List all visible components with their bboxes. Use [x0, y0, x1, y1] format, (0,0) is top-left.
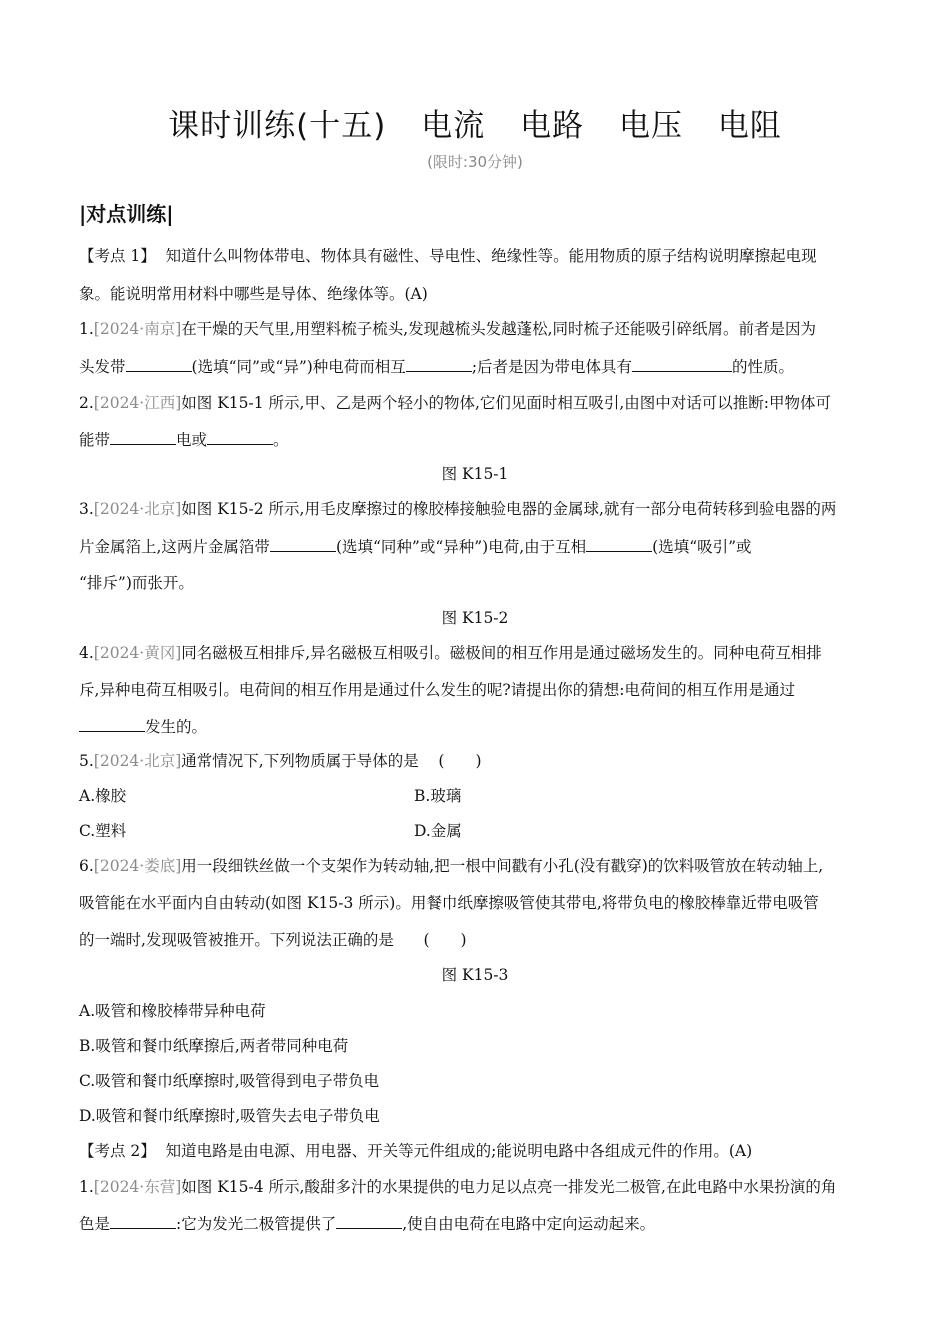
answer-blank[interactable]: [79, 715, 145, 732]
q6-line1: 6.[2024·娄底]用一段细铁丝做一个支架作为转动轴,把一根中间戳有小孔(没有戳穿)的饮料吸管放在转动轴上,: [79, 857, 824, 875]
answer-blank[interactable]: [126, 355, 192, 372]
q7-line1: 1.[2024·东营]如图 K15-4 所示,酸甜多汁的水果提供的电力足以点亮一排发光二极管,在此电路中水果扮演的角: [79, 1178, 837, 1196]
answer-paren[interactable]: ( ): [438, 752, 482, 770]
answer-blank[interactable]: [586, 535, 652, 552]
q3-line1: 3.[2024·北京]如图 K15-2 所示,用毛皮摩擦过的橡胶棒接触验电器的金属球,就有一部分电荷转移到验电器的两: [79, 500, 837, 518]
q2-line1: 2.[2024·江西]如图 K15-1 所示,甲、乙是两个轻小的物体,它们见面时相互吸引,由图中对话可以推断:甲物体可: [79, 394, 832, 412]
page-title: [0, 100, 950, 145]
title-circuit: 电路: [520, 108, 585, 144]
q6-option-a[interactable]: A.吸管和橡胶棒带异种电荷: [79, 1002, 266, 1020]
q4-line2: 斥,异种电荷互相吸引。电荷间的相互作用是通过什么发生的呢?请提出你的猜想:电荷间的相互作用是通过: [79, 681, 795, 699]
q2-source: [2024·江西]: [93, 394, 182, 412]
q6-line3: 的一端时,发现吸管被推开。下列说法正确的是 ( ): [79, 931, 467, 949]
q5-options-row2: [79, 820, 871, 842]
q3-source: [2024·北京]: [93, 500, 182, 518]
answer-blank[interactable]: [207, 428, 273, 445]
q6-option-b[interactable]: B.吸管和餐巾纸摩擦后,两者带同种电荷: [79, 1037, 349, 1055]
kaodian1-line2: 象。能说明常用材料中哪些是导体、绝缘体等。(A): [79, 285, 428, 303]
q5-source: [2024·北京]: [93, 752, 182, 770]
title-main: 课时训练(十五): [168, 108, 387, 144]
kaodian1-tag: 【考点 1】: [79, 247, 156, 265]
kaodian2-line1: 【考点 2】 知道电路是由电源、用电器、开关等元件组成的;能说明电路中各组成元件的作用。(A): [79, 1142, 753, 1160]
q5-options-row1: [79, 785, 871, 807]
answer-paren[interactable]: ( ): [423, 931, 467, 949]
figure-caption-k15-1: 图 K15-1: [441, 465, 509, 483]
answer-blank[interactable]: [110, 1212, 176, 1229]
q7-line2: 色是 :它为发光二极管提供了 ,使自由电荷在电路中定向运动起来。: [79, 1212, 871, 1235]
q5-option-d[interactable]: D.金属: [414, 822, 462, 840]
q1-line2: 头发带 (选填“同”或“异”)种电荷而相互 ;后者是因为带电体具有 的性质。: [79, 355, 871, 378]
time-limit: (限时:30分钟): [427, 153, 523, 171]
figure-caption-k15-2: 图 K15-2: [441, 609, 509, 627]
kaodian1-line1: 【考点 1】 知道什么叫物体带电、物体具有磁性、导电性、绝缘性等。能用物质的原子结构说明摩擦起电现: [79, 247, 817, 265]
q4-source: [2024·黄冈]: [93, 644, 182, 662]
title-voltage: 电压: [618, 108, 683, 144]
q5-option-b[interactable]: B.玻璃: [414, 787, 462, 805]
q4-line1: 4.[2024·黄冈]同名磁极互相排斥,异名磁极互相吸引。磁极间的相互作用是通过磁场发生的。同种电荷互相排: [79, 644, 822, 662]
kaodian2-tag: 【考点 2】: [79, 1142, 156, 1160]
q7-source: [2024·东营]: [93, 1178, 182, 1196]
answer-blank[interactable]: [270, 535, 336, 552]
q6-option-d[interactable]: D.吸管和餐巾纸摩擦时,吸管失去电子带负电: [79, 1107, 380, 1125]
figure-caption-k15-3: 图 K15-3: [441, 966, 509, 984]
section-heading: |对点训练|: [79, 202, 174, 226]
q4-line3: 发生的。: [79, 715, 871, 738]
q2-line2: 能带 电或 。: [79, 428, 871, 451]
q1-line1: 1.[2024·南京]在干燥的天气里,用塑料梳子梳头,发现越梳头发越蓬松,同时梳子还能吸引碎纸屑。前者是因为: [79, 320, 817, 338]
title-current: 电流: [421, 108, 486, 144]
answer-blank[interactable]: [336, 1212, 402, 1229]
q6-option-c[interactable]: C.吸管和餐巾纸摩擦时,吸管得到电子带负电: [79, 1072, 380, 1090]
answer-blank[interactable]: [632, 355, 732, 372]
q5-option-c[interactable]: C.塑料: [79, 822, 127, 840]
q5-option-a[interactable]: A.橡胶: [79, 787, 127, 805]
answer-blank[interactable]: [406, 355, 472, 372]
q6-source: [2024·娄底]: [93, 857, 182, 875]
q1-source: [2024·南京]: [93, 320, 182, 338]
q6-line2: 吸管能在水平面内自由转动(如图 K15-3 所示)。用餐巾纸摩擦吸管使其带电,将带负电的橡胶棒靠近带电吸管: [79, 894, 819, 912]
answer-blank[interactable]: [110, 428, 176, 445]
q3-line3: “排斥”)而张开。: [79, 574, 194, 592]
title-resistance: 电阻: [717, 108, 782, 144]
q3-line2: 片金属箔上,这两片金属箔带 (选填“同种”或“异种”)电荷,由于互相 (选填“吸引”或: [79, 535, 871, 558]
q5-stem: 5.[2024·北京]通常情况下,下列物质属于导体的是 ( ): [79, 752, 482, 770]
